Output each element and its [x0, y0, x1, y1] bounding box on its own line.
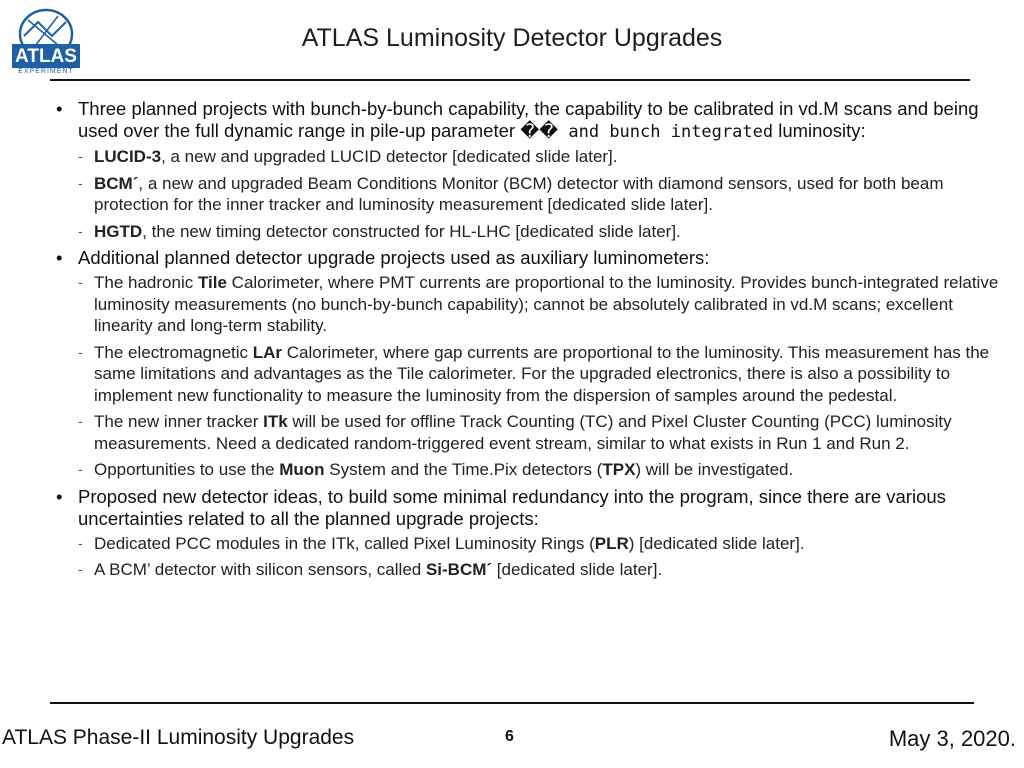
sub-item-bold: LUCID-3 [94, 147, 162, 166]
sub-item-plr [56, 533, 1006, 555]
bullet-planned-projects [56, 98, 1006, 143]
dash-marker: - [78, 343, 83, 360]
sub-item-lucid [56, 146, 1006, 168]
bullet-marker: • [56, 485, 63, 507]
sub-item-pre: A BCM’ detector with silicon sensors, called [94, 560, 426, 579]
sub-item-pre: The hadronic [94, 273, 198, 292]
sub-item-mid: System and the Time.Pix detectors ( [324, 460, 603, 479]
slide-content [56, 98, 1006, 586]
footer-divider [50, 702, 974, 704]
dash-marker: - [78, 561, 83, 577]
sub-item-post: will be used for offline Track Counting (TC) and Pixel Cluster Counting (PCC) luminosity measurements. Need a dedicated random-triggered event stream, similar to what exists in Run 1 and Run 2. [94, 412, 952, 453]
bullet-marker: • [56, 98, 63, 119]
bullet-text: Proposed new detector ideas, to build some minimal redundancy into the program, since there are various uncertainties related to all the planned upgrade projects: [78, 485, 946, 529]
sub-item-post: ) [dedicated slide later]. [628, 533, 805, 553]
sub-item-text: , a new and upgraded Beam Conditions Monitor (BCM) detector with diamond sensors, used for both beam protection for the inner tracker and luminosity measurement [dedicated slide later]. [94, 173, 944, 214]
bullet-new-detector-ideas [56, 486, 1006, 530]
sub-item-bold: ITk [263, 412, 288, 431]
sub-item-post: Calorimeter, where gap currents are proportional to the luminosity. This measurement has the same limitations and advantages as the Tile calorimeter. For the upgraded electronics, there is also a possibility to implement new functionality to measure the luminosity from the dispersion of samples around the pedestal. [94, 342, 990, 405]
sub-item-pre: Dedicated PCC modules in the ITk, called Pixel Luminosity Rings ( [94, 533, 595, 553]
header-divider [50, 79, 970, 81]
sub-item-bold: LAr [252, 342, 283, 362]
sub-item-itk [56, 411, 1006, 454]
bullet-auxiliary-luminometers [56, 247, 1006, 269]
bullet-text: Additional planned detector upgrade projects used as auxiliary luminometers: [78, 247, 710, 268]
logo-text: ATLAS [15, 46, 77, 67]
sub-item-pre: The electromagnetic [94, 342, 253, 362]
sub-item-bold-2: TPX [602, 460, 636, 479]
sub-item-text: , a new and upgraded LUCID detector [dedicated slide later]. [161, 147, 618, 166]
bullet-text: Three planned projects with bunch-by-bunch capability, the capability to be calibrated in vd.M scans and being used over the full dynamic range in pile-up parameter [78, 98, 979, 141]
sub-item-pre: Opportunities to use the [94, 460, 280, 479]
dash-marker: - [78, 148, 83, 164]
sub-item-hgtd [56, 221, 1006, 243]
dash-marker: - [78, 413, 83, 429]
footer-presentation-title: ATLAS Phase-II Luminosity Upgrades [2, 726, 355, 749]
logo-subtext: EXPERIMENT [18, 68, 74, 74]
dash-marker: - [78, 174, 83, 191]
page-number: 6 [505, 728, 514, 745]
sub-item-bold: HGTD [94, 221, 143, 241]
dash-marker: - [78, 222, 83, 239]
page-title: ATLAS Luminosity Detector Upgrades [301, 24, 723, 52]
bullet-mono-text: and bunch integrated [558, 122, 774, 142]
sub-item-bold: Muon [279, 460, 325, 479]
sub-item-tile [56, 272, 1006, 337]
sub-item-text: , the new timing detector constructed for HL-LHC [dedicated slide later]. [142, 221, 681, 241]
sub-item-bold: Si-BCM´ [425, 560, 493, 579]
bullet-marker: • [56, 247, 63, 268]
pileup-symbol: �� [520, 120, 559, 141]
dash-marker: - [78, 534, 83, 551]
sub-item-pre: The new inner tracker [94, 412, 264, 431]
dash-marker: - [78, 274, 83, 290]
sub-item-post: ) will be investigated. [635, 460, 794, 479]
sub-item-bold: Tile [197, 273, 227, 292]
sub-item-post: [dedicated slide later]. [492, 560, 663, 579]
sub-item-lar [56, 342, 1006, 407]
sub-item-bold: BCM´ [94, 173, 139, 193]
sub-item-bold: PLR [594, 533, 629, 553]
footer-date: May 3, 2020. [888, 726, 1016, 751]
sub-item-muon-tpx [56, 459, 1006, 481]
sub-item-post: Calorimeter, where PMT currents are proportional to the luminosity. Provides bunch-integrated relative luminosity measurements (no bunch-by-bunch capability); cannot be absolutely calibrated in vd.M scans; excellent linearity and long-term stability. [94, 273, 999, 335]
sub-item-si-bcm [56, 559, 1006, 581]
bullet-text-tail: luminosity: [773, 120, 866, 141]
sub-item-bcm [56, 173, 1006, 216]
dash-marker: - [78, 461, 83, 477]
